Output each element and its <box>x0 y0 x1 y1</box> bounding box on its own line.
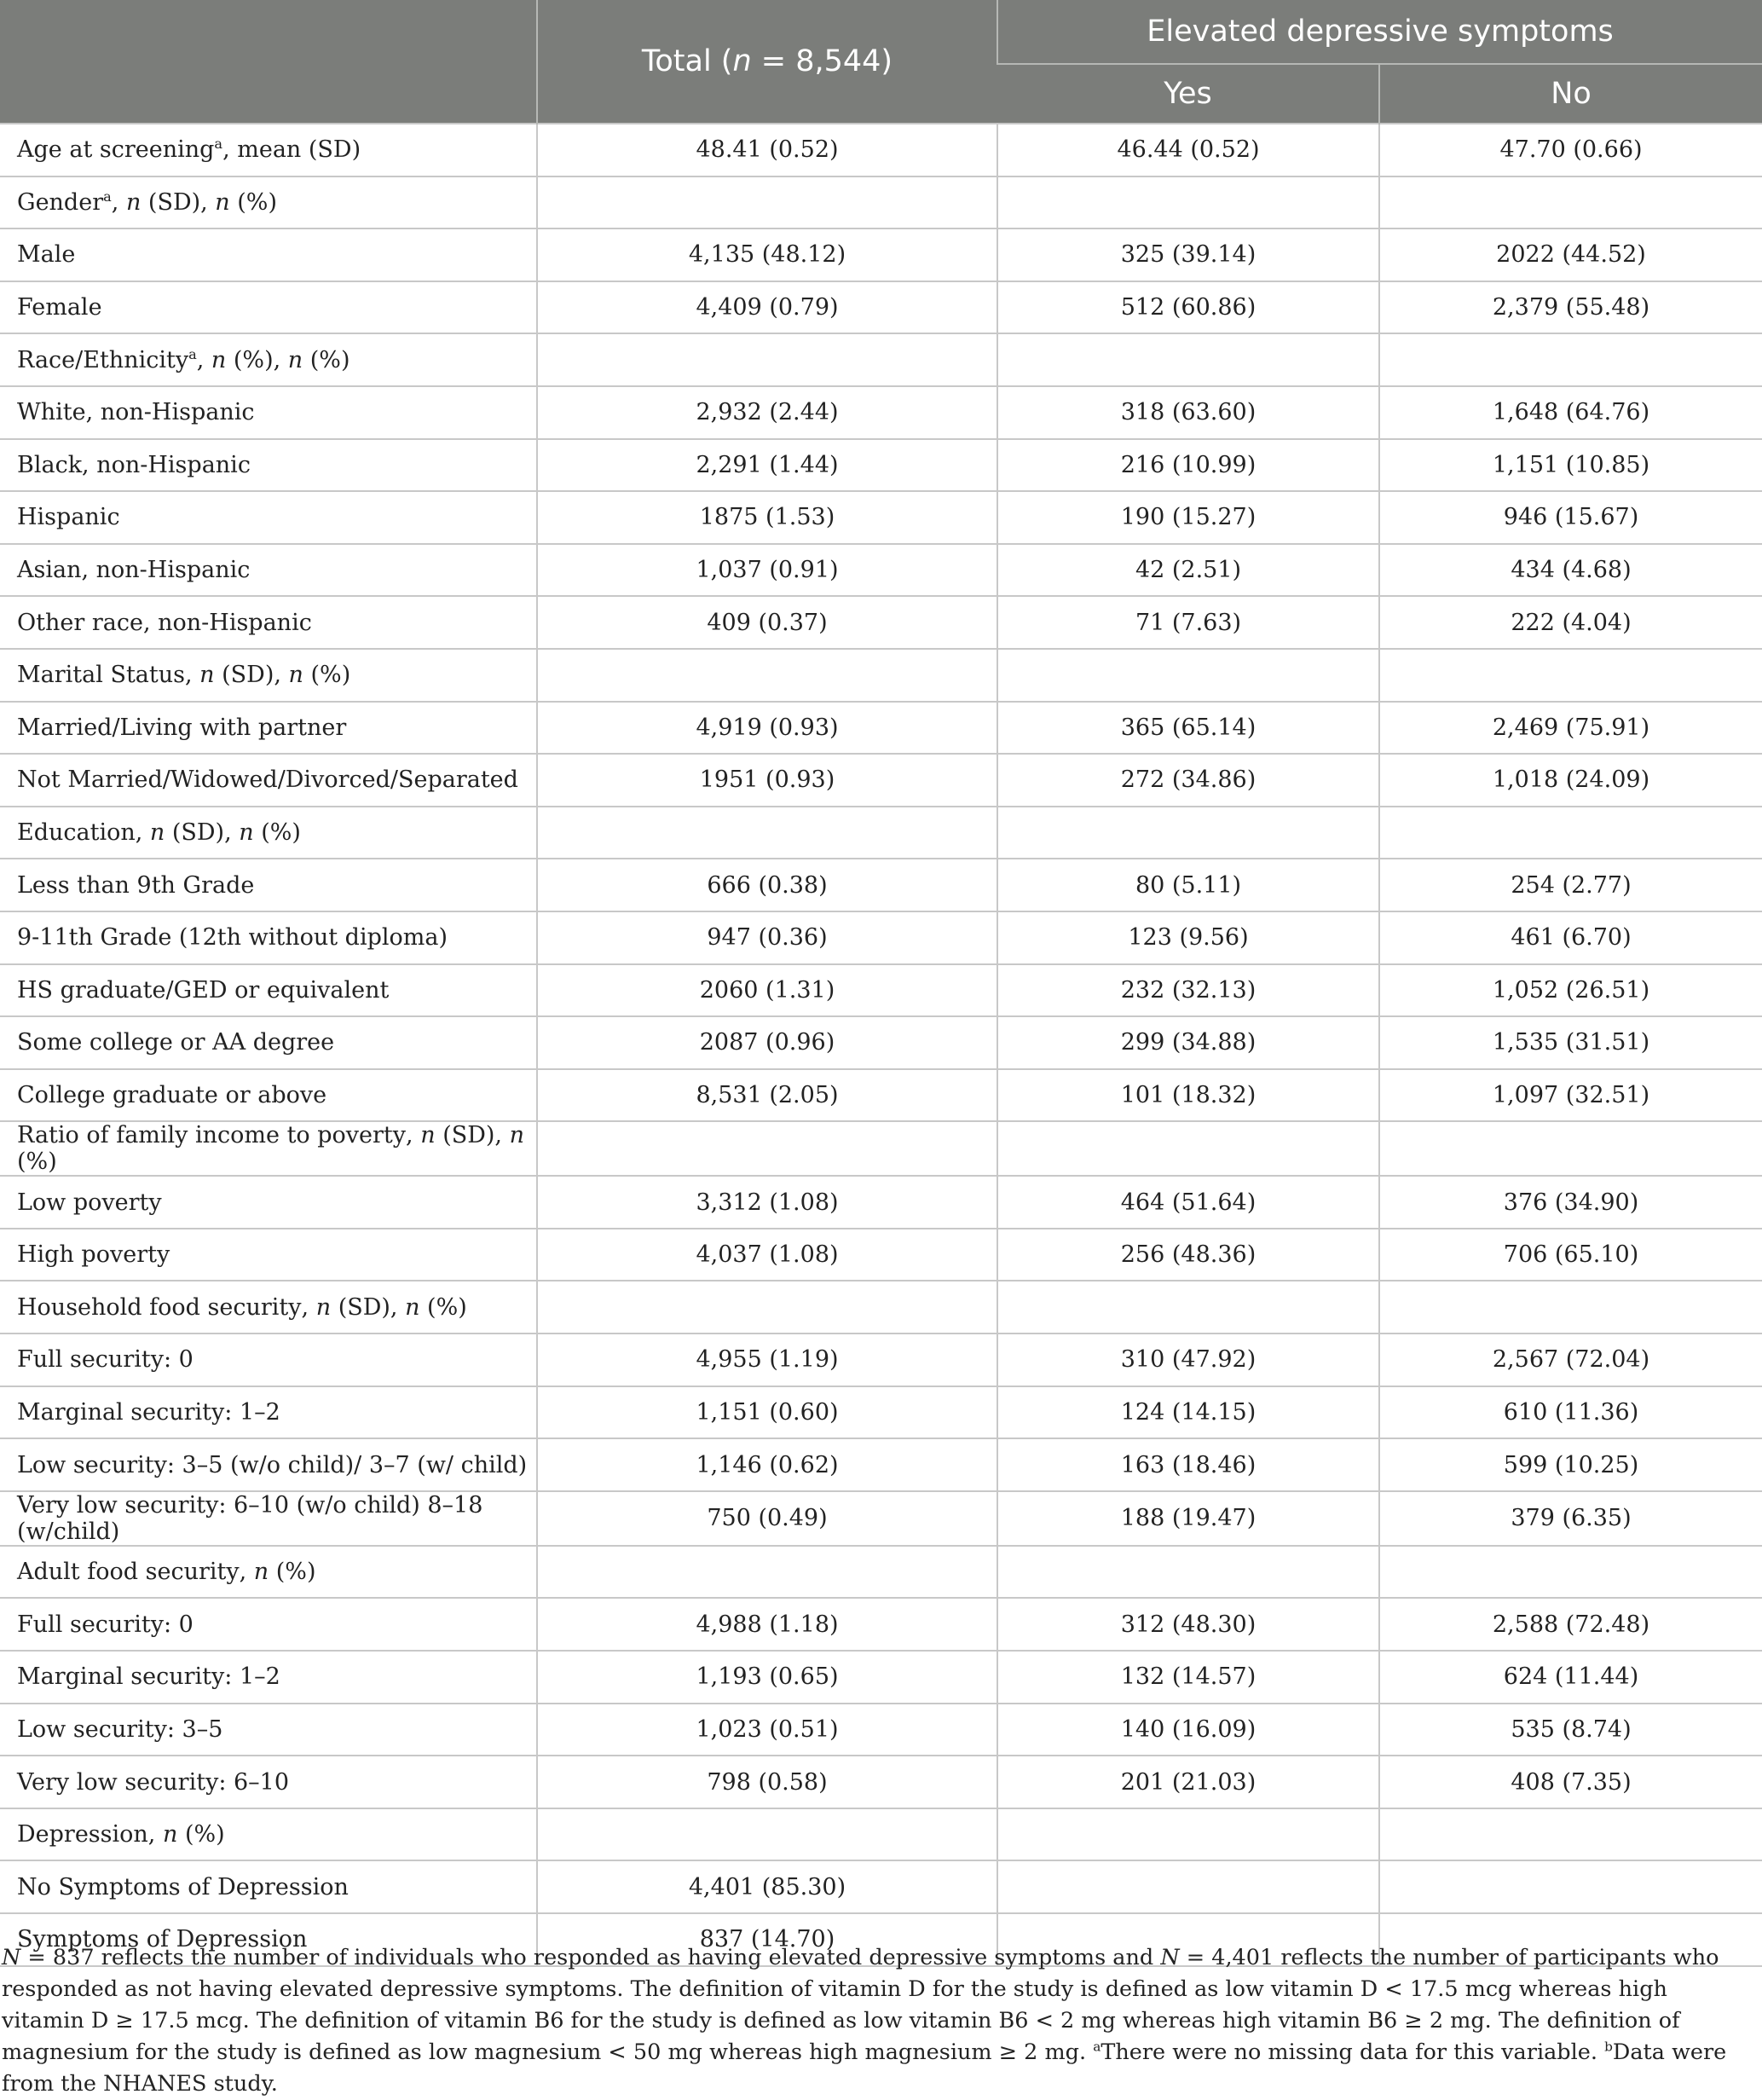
cell-no <box>1379 176 1762 229</box>
row-label-text: Household food security <box>17 1293 302 1321</box>
footnote-part1: = 837 reflects the number of individuals who responded as having elevated depressive symptoms and <box>20 1945 1161 1970</box>
cell-total: 1,193 (0.65) <box>537 1651 997 1704</box>
table-row <box>0 1860 1762 1913</box>
row-label <box>0 333 537 386</box>
table-row <box>0 754 1762 807</box>
row-label <box>0 1808 537 1861</box>
header-yes: Yes <box>997 64 1379 124</box>
row-label-text: Symptoms of Depression <box>17 1926 308 1953</box>
cell-yes: 42 (2.51) <box>997 544 1379 597</box>
cell-no: 222 (4.04) <box>1379 596 1762 649</box>
row-label <box>0 1069 537 1122</box>
footnote-part4: Data were from the NHANES study. <box>2 2039 1727 2097</box>
row-label <box>0 702 537 755</box>
cell-yes: 188 (19.47) <box>997 1491 1379 1546</box>
cell-total: 4,409 (0.79) <box>537 281 997 334</box>
cell-no: 2,379 (55.48) <box>1379 281 1762 334</box>
cell-total <box>537 1546 997 1599</box>
table-row <box>0 1651 1762 1704</box>
row-label-tail: , n (SD), n (%) <box>17 1122 524 1176</box>
row-label <box>0 229 537 281</box>
table-row <box>0 964 1762 1017</box>
row-label-text: Ratio of family income to poverty <box>17 1122 407 1149</box>
cell-no: 1,097 (32.51) <box>1379 1069 1762 1122</box>
cell-yes: 312 (48.30) <box>997 1598 1379 1651</box>
row-label <box>0 596 537 649</box>
table-row <box>0 229 1762 281</box>
cell-total: 409 (0.37) <box>537 596 997 649</box>
row-label <box>0 754 537 807</box>
row-label-text: Race/Ethnicity <box>17 346 189 373</box>
row-label-text: Full security: 0 <box>17 1611 194 1638</box>
header-total-n-symbol: n <box>732 44 752 78</box>
cell-total: 1,151 (0.60) <box>537 1386 997 1439</box>
row-label-text: Not Married/Widowed/Divorced/Separated <box>17 767 518 794</box>
table-row <box>0 544 1762 597</box>
cell-total: 3,312 (1.08) <box>537 1176 997 1229</box>
row-label <box>0 1229 537 1281</box>
row-label-text: Less than 9th Grade <box>17 871 255 899</box>
cell-yes: 132 (14.57) <box>997 1651 1379 1704</box>
cell-yes: 163 (18.46) <box>997 1438 1379 1491</box>
row-label-text: Female <box>17 294 102 321</box>
cell-no: 2022 (44.52) <box>1379 229 1762 281</box>
row-label-tail: , n (%) <box>147 1821 225 1848</box>
row-label <box>0 1281 537 1333</box>
cell-total: 4,955 (1.19) <box>537 1333 997 1386</box>
cell-total <box>537 176 997 229</box>
cell-total: 4,135 (48.12) <box>537 229 997 281</box>
row-label-text: Education <box>17 819 136 847</box>
row-label <box>0 859 537 911</box>
table-row <box>0 1016 1762 1069</box>
cell-no <box>1379 649 1762 702</box>
cell-yes: 299 (34.88) <box>997 1016 1379 1069</box>
row-label-tail: , mean (SD) <box>222 136 361 164</box>
cell-yes: 318 (63.60) <box>997 386 1379 439</box>
cell-yes: 512 (60.86) <box>997 281 1379 334</box>
row-label-text: Black, non-Hispanic <box>17 451 251 478</box>
row-label <box>0 1491 537 1546</box>
cell-yes <box>997 1281 1379 1333</box>
table-row <box>0 386 1762 439</box>
footnote-sup-a: a <box>1093 2039 1101 2055</box>
row-label <box>0 1333 537 1386</box>
cell-total: 1,146 (0.62) <box>537 1438 997 1491</box>
cell-total <box>537 1281 997 1333</box>
row-label-text: Male <box>17 241 76 269</box>
cell-total: 4,988 (1.18) <box>537 1598 997 1651</box>
cell-no <box>1379 333 1762 386</box>
row-label <box>0 544 537 597</box>
row-label-tail: , n (%) <box>239 1559 316 1586</box>
footnote-part2: = 4,401 reflects the number of participants who responded as not having elevated depressive symptoms. The definition of vitamin D for the study is defined as low vitamin D < 17.5 mcg whereas high vitamin D ≥ 17.5 mcg. The definition of vitamin B6 for the study is defined as low vitamin B6 < 2 mg whereas high vitamin B6 ≥ 2 mg. The definition of magnesium for the study is defined as low magnesium < 50 mg whereas high magnesium ≥ 2 mg. <box>2 1945 1719 2065</box>
cell-no: 1,151 (10.85) <box>1379 439 1762 492</box>
row-label-text: Marginal security: 1–2 <box>17 1398 280 1426</box>
cell-total <box>537 1121 997 1176</box>
cell-yes: 101 (18.32) <box>997 1069 1379 1122</box>
row-label <box>0 1860 537 1913</box>
cell-yes: 80 (5.11) <box>997 859 1379 911</box>
cell-yes: 140 (16.09) <box>997 1704 1379 1756</box>
row-label-superscript: a <box>188 345 197 362</box>
cell-no: 379 (6.35) <box>1379 1491 1762 1546</box>
row-label-text: Age at screening <box>17 136 215 164</box>
cell-no: 376 (34.90) <box>1379 1176 1762 1229</box>
cell-no: 408 (7.35) <box>1379 1756 1762 1808</box>
cell-yes: 464 (51.64) <box>997 1176 1379 1229</box>
row-label-text: High poverty <box>17 1241 170 1269</box>
cell-total: 1,023 (0.51) <box>537 1704 997 1756</box>
footnote-sup-b: b <box>1604 2039 1613 2055</box>
table-row <box>0 1069 1762 1122</box>
table-row <box>0 1121 1762 1176</box>
row-label-text: Very low security: 6–10 <box>17 1768 290 1796</box>
row-label-text: White, non-Hispanic <box>17 399 255 426</box>
footnote-n1-symbol: N <box>2 1945 21 1970</box>
cell-yes: 124 (14.15) <box>997 1386 1379 1439</box>
cell-no: 610 (11.36) <box>1379 1386 1762 1439</box>
row-label-text: Some college or AA degree <box>17 1029 335 1056</box>
row-label <box>0 1598 537 1651</box>
cell-total <box>537 1808 997 1861</box>
table-row <box>0 333 1762 386</box>
row-label <box>0 386 537 439</box>
row-label <box>0 491 537 544</box>
row-label-text: Very low security: 6–10 (w/o child) 8–18 (w/child) <box>17 1491 483 1545</box>
table-row <box>0 1808 1762 1861</box>
header-total <box>537 0 997 124</box>
cell-no <box>1379 1860 1762 1913</box>
row-label-tail: , n (SD), n (%) <box>185 662 351 689</box>
row-label <box>0 1016 537 1069</box>
cell-yes: 190 (15.27) <box>997 491 1379 544</box>
cell-no: 1,535 (31.51) <box>1379 1016 1762 1069</box>
row-label-text: Marginal security: 1–2 <box>17 1663 280 1691</box>
table-row <box>0 1756 1762 1808</box>
cell-no <box>1379 1546 1762 1599</box>
row-label <box>0 911 537 964</box>
cell-total: 2087 (0.96) <box>537 1016 997 1069</box>
cell-no: 624 (11.44) <box>1379 1651 1762 1704</box>
table-row <box>0 1546 1762 1599</box>
row-label-text: Other race, non-Hispanic <box>17 609 312 636</box>
row-label-tail: , n (SD), n (%) <box>301 1293 467 1321</box>
table-row <box>0 859 1762 911</box>
cell-yes: 325 (39.14) <box>997 229 1379 281</box>
row-label <box>0 1121 537 1176</box>
cell-no: 706 (65.10) <box>1379 1229 1762 1281</box>
table-header <box>0 0 1762 124</box>
row-label <box>0 1704 537 1756</box>
row-label <box>0 1176 537 1229</box>
table-row <box>0 1281 1762 1333</box>
cell-total: 48.41 (0.52) <box>537 124 997 176</box>
row-label-text: HS graduate/GED or equivalent <box>17 976 390 1004</box>
cell-total: 2,932 (2.44) <box>537 386 997 439</box>
cell-total: 2060 (1.31) <box>537 964 997 1017</box>
table-row <box>0 1386 1762 1439</box>
row-label-text: Asian, non-Hispanic <box>17 557 251 584</box>
cell-total: 4,919 (0.93) <box>537 702 997 755</box>
cell-yes: 232 (32.13) <box>997 964 1379 1017</box>
row-label-text: No Symptoms of Depression <box>17 1873 349 1900</box>
cell-total: 666 (0.38) <box>537 859 997 911</box>
table-row <box>0 1598 1762 1651</box>
row-label-superscript: a <box>103 188 112 205</box>
cell-total: 1,037 (0.91) <box>537 544 997 597</box>
row-label-text: Depression <box>17 1821 148 1848</box>
cell-total: 4,037 (1.08) <box>537 1229 997 1281</box>
table-footnote <box>0 1942 1749 2100</box>
table-row <box>0 176 1762 229</box>
cell-yes <box>997 333 1379 386</box>
cell-yes: 216 (10.99) <box>997 439 1379 492</box>
cell-total: 1875 (1.53) <box>537 491 997 544</box>
cell-no <box>1379 1281 1762 1333</box>
row-label-text: Marital Status <box>17 662 185 689</box>
row-label <box>0 964 537 1017</box>
cell-total: 750 (0.49) <box>537 1491 997 1546</box>
footnote-n2-symbol: N <box>1160 1945 1180 1970</box>
cell-total: 2,291 (1.44) <box>537 439 997 492</box>
header-elevated-depressive-symptoms: Elevated depressive symptoms <box>997 0 1762 64</box>
cell-yes: 365 (65.14) <box>997 702 1379 755</box>
cell-yes <box>997 1808 1379 1861</box>
row-label-text: Low security: 3–5 (w/o child)/ 3–7 (w/ child) <box>17 1451 528 1478</box>
cell-no <box>1379 1808 1762 1861</box>
cell-no: 1,018 (24.09) <box>1379 754 1762 807</box>
cell-yes: 310 (47.92) <box>997 1333 1379 1386</box>
table-row <box>0 491 1762 544</box>
cell-total: 4,401 (85.30) <box>537 1860 997 1913</box>
cell-total: 837 (14.70) <box>537 1913 997 1966</box>
cell-yes <box>997 807 1379 859</box>
table-row <box>0 807 1762 859</box>
table-row <box>0 439 1762 492</box>
row-label <box>0 281 537 334</box>
cell-no: 1,052 (26.51) <box>1379 964 1762 1017</box>
cell-no: 461 (6.70) <box>1379 911 1762 964</box>
row-label-text: Adult food security <box>17 1559 240 1586</box>
cell-no: 2,469 (75.91) <box>1379 702 1762 755</box>
table-row <box>0 1491 1762 1546</box>
table-row <box>0 281 1762 334</box>
table-row <box>0 1333 1762 1386</box>
cell-no: 1,648 (64.76) <box>1379 386 1762 439</box>
header-no: No <box>1379 64 1762 124</box>
table-row <box>0 124 1762 176</box>
row-label-text: Full security: 0 <box>17 1346 194 1374</box>
row-label <box>0 439 537 492</box>
cell-no: 535 (8.74) <box>1379 1704 1762 1756</box>
cell-total: 947 (0.36) <box>537 911 997 964</box>
cell-yes <box>997 176 1379 229</box>
cell-no: 2,588 (72.48) <box>1379 1598 1762 1651</box>
cell-no: 254 (2.77) <box>1379 859 1762 911</box>
cell-yes: 123 (9.56) <box>997 911 1379 964</box>
header-total-prefix: Total ( <box>641 44 733 78</box>
row-label-tail: , n (SD), n (%) <box>111 188 277 216</box>
cell-yes <box>997 1546 1379 1599</box>
cell-total <box>537 333 997 386</box>
row-label <box>0 1756 537 1808</box>
table-row <box>0 1229 1762 1281</box>
table-row <box>0 649 1762 702</box>
cell-yes: 201 (21.03) <box>997 1756 1379 1808</box>
cell-yes <box>997 649 1379 702</box>
row-label-text: College graduate or above <box>17 1081 327 1108</box>
row-label-text: Gender <box>17 188 104 216</box>
row-label <box>0 176 537 229</box>
table-row <box>0 1438 1762 1491</box>
cell-no: 599 (10.25) <box>1379 1438 1762 1491</box>
table-row <box>0 1176 1762 1229</box>
row-label-text: Married/Living with partner <box>17 714 347 741</box>
cell-total <box>537 807 997 859</box>
row-label <box>0 1438 537 1491</box>
cell-yes: 272 (34.86) <box>997 754 1379 807</box>
table-row <box>0 596 1762 649</box>
cell-no: 47.70 (0.66) <box>1379 124 1762 176</box>
row-label <box>0 1546 537 1599</box>
cell-total <box>537 649 997 702</box>
table-body <box>0 124 1762 1966</box>
row-label <box>0 649 537 702</box>
row-label-superscript: a <box>214 136 223 153</box>
row-label <box>0 124 537 176</box>
table-row <box>0 1704 1762 1756</box>
cell-no <box>1379 807 1762 859</box>
cell-yes <box>997 1860 1379 1913</box>
cell-yes: 71 (7.63) <box>997 596 1379 649</box>
row-label-tail: , n (SD), n (%) <box>135 819 301 847</box>
row-label-text: Low poverty <box>17 1189 162 1216</box>
footnote-part3: There were no missing data for this variable. <box>1101 2039 1605 2065</box>
row-label-text: Hispanic <box>17 504 120 531</box>
row-label-text: 9-11th Grade (12th without diploma) <box>17 924 448 952</box>
row-label-tail: , n (%), n (%) <box>196 346 350 373</box>
cell-total: 1951 (0.93) <box>537 754 997 807</box>
cell-total: 798 (0.58) <box>537 1756 997 1808</box>
cell-yes: 46.44 (0.52) <box>997 124 1379 176</box>
row-label <box>0 1651 537 1704</box>
table-row <box>0 911 1762 964</box>
header-variable-blank <box>0 0 537 124</box>
table-row <box>0 702 1762 755</box>
cell-no <box>1379 1121 1762 1176</box>
row-label-text: Low security: 3–5 <box>17 1715 223 1743</box>
cell-no: 434 (4.68) <box>1379 544 1762 597</box>
cell-yes: 256 (48.36) <box>997 1229 1379 1281</box>
row-label <box>0 807 537 859</box>
cell-no: 2,567 (72.04) <box>1379 1333 1762 1386</box>
cell-no: 946 (15.67) <box>1379 491 1762 544</box>
header-total-suffix: = 8,544) <box>751 44 893 78</box>
cell-total: 8,531 (2.05) <box>537 1069 997 1122</box>
row-label <box>0 1386 537 1439</box>
cell-yes <box>997 1121 1379 1176</box>
